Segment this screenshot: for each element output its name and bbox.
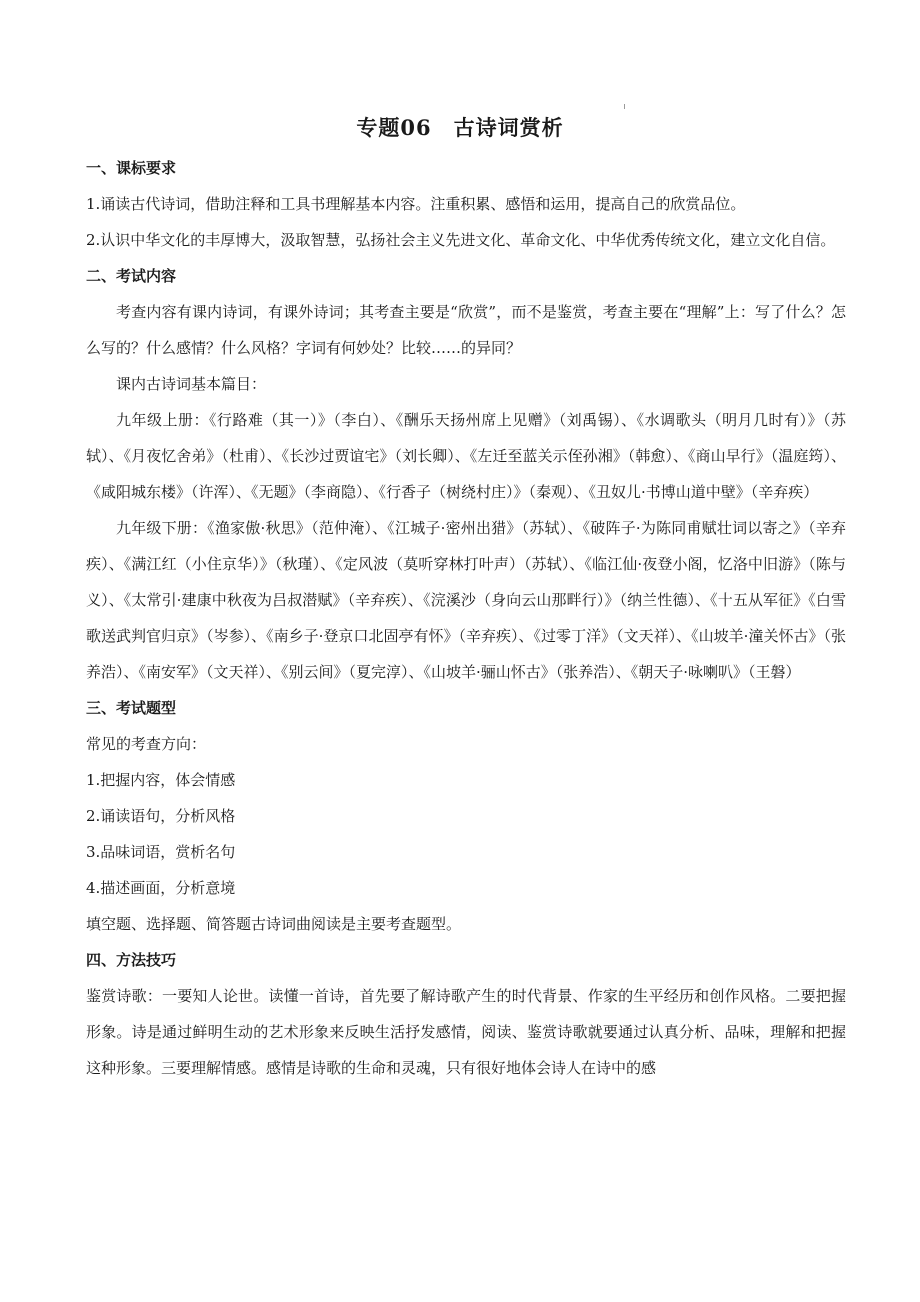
section-methods-techniques <box>86 942 846 1086</box>
section-curriculum-requirements <box>86 150 846 258</box>
paragraph: 1.诵读古代诗词，借助注释和工具书理解基本内容。注重积累、感悟和运用，提高自己的欣赏品位。 <box>86 195 746 213</box>
list-item: 3.品味词语，赏析名句 <box>86 843 236 861</box>
list-item: 2.诵读语句，分析风格 <box>86 807 236 825</box>
paragraph: 九年级下册：《渔家傲·秋思》（范仲淹）、《江城子·密州出猎》（苏轼）、《破阵子·为陈同甫赋壮词以寄之》（辛弃疾）、《满江红（小住京华）》（秋瑾）、《定风波（莫听穿林打叶声）（苏轼）、《临江仙·夜登小阁，忆洛中旧游》（陈与义）、《太常引·建康中秋夜为吕叔潜赋》（辛弃疾）、《浣溪沙（身向云山那畔行）》（纳兰性德）、《十五从军征》《白雪歌送武判官归京》（岑参）、《南乡子·登京口北固亭有怀》（辛弃疾）、《过零丁洋》（文天祥）、《山坡羊·潼关怀古》（张养浩）、《南安军》（文天祥）、《别云间》（夏完淳）、《山坡羊·骊山怀古》（张养浩）、《朝天子·咏喇叭》（王磐） <box>86 519 846 681</box>
paragraph: 考查内容有课内诗词，有课外诗词；其考查主要是“欣赏”，而不是鉴赏，考查主要在“理解”上：写了什么？怎么写的？什么感情？什么风格？字词有何妙处？比较……的异同？ <box>86 303 846 357</box>
paragraph: 2.认识中华文化的丰厚博大，汲取智慧，弘扬社会主义先进文化、革命文化、中华优秀传统文化，建立文化自信。 <box>86 231 836 249</box>
page-title: 专题06 古诗词赏析 <box>356 115 564 140</box>
paragraph: 填空题、选择题、简答题古诗词曲阅读是主要考查题型。 <box>86 915 462 933</box>
section-heading: 三、考试题型 <box>86 699 177 717</box>
section-heading: 一、课标要求 <box>86 159 177 177</box>
section-exam-content <box>86 258 846 690</box>
document-body <box>86 150 846 1086</box>
scan-mark <box>624 104 625 109</box>
section-heading: 四、方法技巧 <box>86 951 177 969</box>
paragraph: 课内古诗词基本篇目： <box>116 375 267 393</box>
list-item: 1.把握内容，体会情感 <box>86 771 236 789</box>
paragraph: 九年级上册：《行路难（其一）》（李白）、《酬乐天扬州席上见赠》（刘禹锡）、《水调歌头（明月几时有）》（苏轼）、《月夜忆舍弟》（杜甫）、《长沙过贾谊宅》（刘长卿）、《左迁至蓝关示侄孙湘》（韩愈）、《商山早行》（温庭筠）、《咸阳城东楼》（许浑）、《无题》（李商隐）、《行香子（树绕村庄）》（秦观）、《丑奴儿·书博山道中壁》（辛弃疾） <box>86 411 846 501</box>
paragraph: 常见的考查方向： <box>86 735 207 753</box>
section-question-types <box>86 690 846 942</box>
list-item: 4.描述画面，分析意境 <box>86 879 236 897</box>
section-heading: 二、考试内容 <box>86 267 177 285</box>
paragraph: 鉴赏诗歌：一要知人论世。读懂一首诗，首先要了解诗歌产生的时代背景、作家的生平经历和创作风格。二要把握形象。诗是通过鲜明生动的艺术形象来反映生活抒发感情，阅读、鉴赏诗歌就要通过认真分析、品味，理解和把握这种形象。三要理解情感。感情是诗歌的生命和灵魂，只有很好地体会诗人在诗中的感 <box>86 987 846 1077</box>
